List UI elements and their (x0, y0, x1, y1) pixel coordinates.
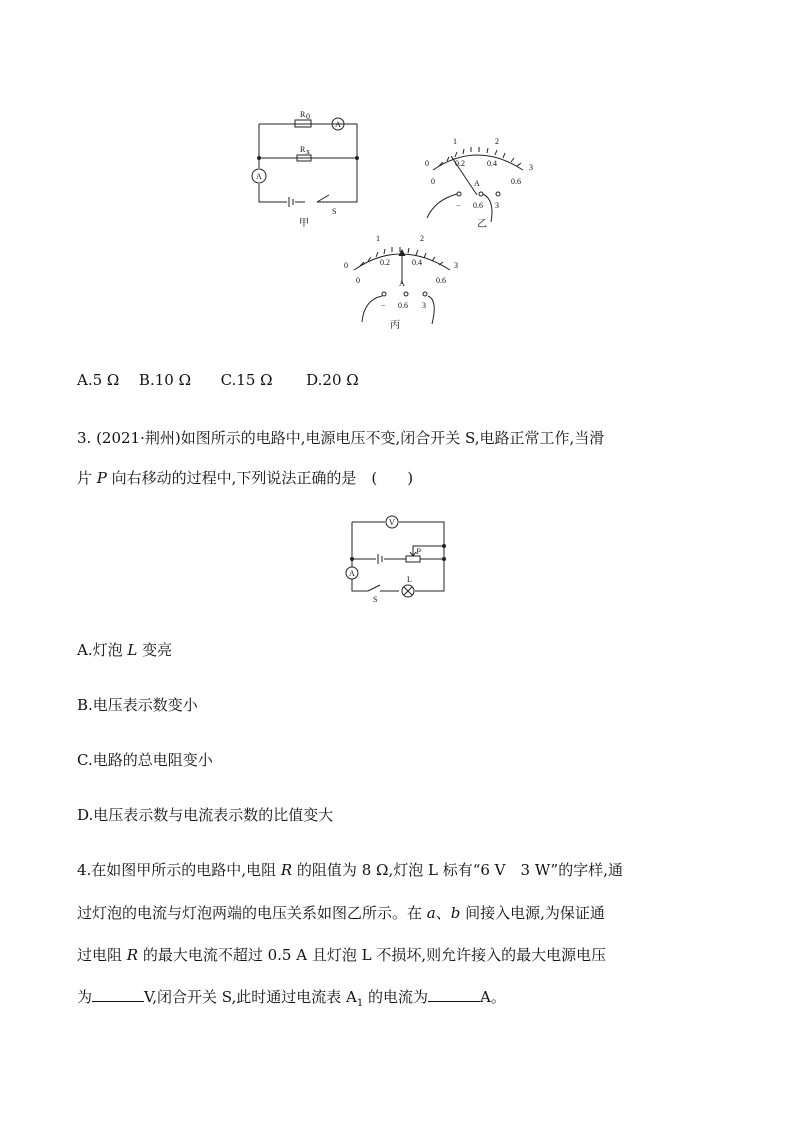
bing-unit: A (399, 279, 405, 288)
yi-bottom-0.6: 0.6 (511, 177, 521, 186)
yi-bottom-0: 0 (431, 177, 435, 186)
q3-stem-line1: 3. (2021·荆州)如图所示的电路中,电源电压不变,闭合开关 S,电路正常工作,当滑 (77, 429, 605, 447)
bing-bottom-0.6: 0.6 (436, 276, 446, 285)
bing-bottom-0.4: 0.4 (412, 258, 422, 267)
q4-line1: 4.在如图甲所示的电路中,电阻 R 的阻值为 8 Ω,灯泡 L 标有“6 V 3 W”的字样,通 (77, 861, 623, 879)
caption-yi: 乙 (477, 219, 487, 230)
q3-switch-label: S (373, 595, 378, 604)
caption-jia: 甲 (299, 218, 309, 229)
yi-term-3: 3 (495, 201, 499, 210)
q3-option-a[interactable]: A.灯泡 L 变亮 (77, 641, 173, 659)
bing-top-0: 0 (344, 261, 348, 270)
q2-option-b[interactable]: B.10 Ω (138, 371, 192, 389)
q3-option-b[interactable]: B.电压表示数变小 (77, 696, 198, 714)
q4-blank-voltage[interactable] (92, 987, 144, 1002)
yi-unit: A (474, 179, 480, 188)
rx-sub: x (306, 147, 310, 156)
q3-option-c[interactable]: C.电路的总电阻变小 (77, 751, 213, 769)
r0-sub: 0 (306, 112, 310, 121)
ammeter-left-label: A (256, 172, 262, 181)
q2-option-d[interactable]: D.20 Ω (306, 371, 359, 389)
q2-options-row (77, 370, 359, 390)
q4-line3: 过电阻 R 的最大电流不超过 0.5 A 且灯泡 L 不损坏,则允许接入的最大电源电压 (77, 946, 607, 964)
yi-term-neg: − (456, 201, 461, 210)
q3-circuit-figure (340, 513, 455, 605)
q4-line2: 过灯泡的电流与灯泡两端的电压关系如图乙所示。在 a、b 间接入电源,为保证通 (77, 904, 605, 922)
bing-top-1: 1 (376, 234, 380, 243)
bing-bottom-0: 0 (356, 276, 360, 285)
q4-blank-current[interactable] (428, 987, 480, 1002)
circuit-jia-figure (245, 100, 365, 230)
yi-bottom-0.2: 0.2 (455, 159, 465, 168)
yi-top-3: 3 (529, 163, 533, 172)
q3-stem-line2: 片 P 向右移动的过程中,下列说法正确的是 ( ) (77, 469, 414, 487)
q3-lamp-label: L (407, 575, 412, 584)
caption-bing: 丙 (390, 320, 400, 331)
q3-option-d[interactable]: D.电压表示数与电流表示数的比值变大 (77, 806, 334, 824)
r0-label: R (300, 110, 306, 119)
bing-top-3: 3 (454, 261, 458, 270)
q2-option-c[interactable]: C.15 Ω (220, 371, 273, 389)
meter-yi-figure (415, 130, 545, 230)
yi-bottom-0.4: 0.4 (487, 159, 497, 168)
yi-term-06: 0.6 (473, 201, 483, 210)
yi-top-1: 1 (453, 137, 457, 146)
q2-option-a[interactable]: A.5 Ω (77, 371, 120, 389)
switch-label: S (332, 207, 337, 216)
q3-ammeter-label: A (349, 569, 355, 578)
ammeter-top-label: A (335, 120, 341, 129)
q3-voltmeter-label: V (389, 518, 395, 527)
yi-top-2: 2 (495, 137, 499, 146)
rx-label: R (300, 145, 306, 154)
yi-zero-top: 0 (425, 159, 429, 168)
bing-term-neg: − (381, 301, 386, 310)
q4-line4: 为 V,闭合开关 S,此时通过电流表 $A_1$ 的电流为 A。 (77, 988, 506, 1009)
bing-term-06: 0.6 (398, 301, 408, 310)
bing-term-3: 3 (422, 301, 426, 310)
meter-bing-figure (340, 228, 470, 333)
q3-slider-label: P (416, 547, 421, 556)
bing-top-2: 2 (420, 234, 424, 243)
bing-bottom-0.2: 0.2 (380, 258, 390, 267)
